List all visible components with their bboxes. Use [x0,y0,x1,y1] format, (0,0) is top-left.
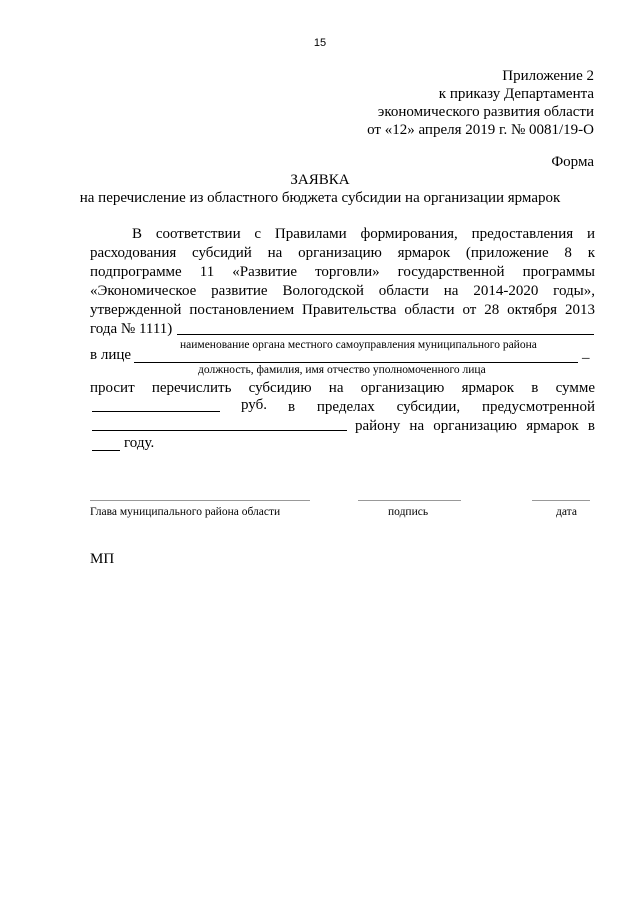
paragraph-line: утвержденной постановлением Правительства области от 28 октября 2013 [90,302,595,318]
stamp-label: МП [90,551,115,567]
representative-field[interactable] [134,362,578,363]
paragraph-line: в пределах субсидии, предусмотренной [288,399,595,415]
form-label: Форма [551,154,594,170]
paragraph-line: «Экономическое развитие Вологодской области на 2014-2020 годы», [90,283,595,299]
appendix-line-2: к приказу Департамента [438,86,594,102]
page-number: 15 [313,37,327,49]
signature-label: подпись [388,506,429,518]
amount-field[interactable] [92,411,220,412]
head-signature-line[interactable] [90,500,310,501]
authority-name-field[interactable] [177,334,594,335]
signature-line[interactable] [358,500,461,501]
appendix-line-4: от «12» апреля 2019 г. № 0081/19-О [367,122,594,138]
underscore-mark: _ [582,345,590,361]
paragraph-line: В соответствии с Правилами формирования, предоставления и [132,226,595,242]
paragraph-line: просит перечислить субсидию на организацию ярмарок в сумме [90,380,595,396]
document-subtitle: на перечисление из областного бюджета субсидии на организации ярмарок [79,190,561,206]
paragraph-line: года № 1111) [90,321,173,337]
year-label: году. [124,435,155,451]
paragraph-line: расходования субсидий на организацию ярмарок (приложение 8 к [90,245,595,261]
appendix-line-1: Приложение 2 [502,68,594,84]
year-field[interactable] [92,450,120,451]
appendix-line-3: экономического развития области [377,104,594,120]
representative-caption: должность, фамилия, имя отчество уполномоченного лица [198,364,486,376]
date-line[interactable] [532,500,590,501]
head-label: Глава муниципального района области [90,506,281,518]
paragraph-line: району на организацию ярмарок в [355,418,595,434]
district-field[interactable] [92,430,347,431]
paragraph-line: подпрограмме 11 «Развитие торговли» государственной программы [90,264,595,280]
date-label: дата [556,506,577,518]
in-person-label: в лице [90,347,132,363]
rub-label: руб. [241,397,267,413]
authority-name-caption: наименование органа местного самоуправления муниципального района [180,339,537,351]
document-title: ЗАЯВКА [290,172,350,188]
